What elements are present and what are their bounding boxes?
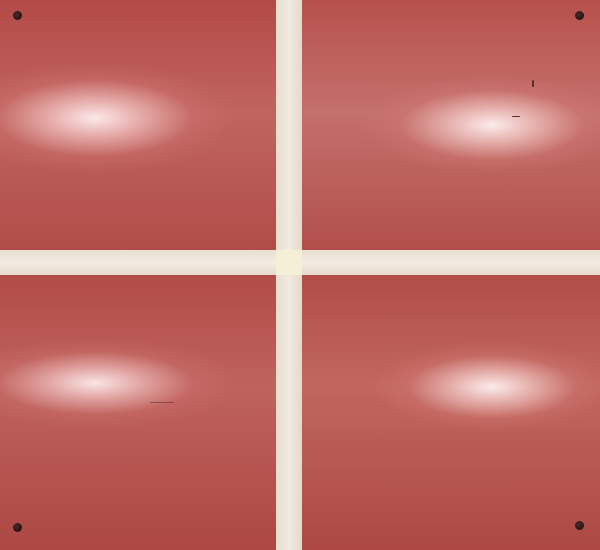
glare-highlight	[0, 0, 276, 250]
glare-highlight	[302, 0, 600, 250]
surface-scratch	[512, 116, 520, 117]
panel-quadrant-bottom-right	[302, 275, 600, 550]
cross-center	[276, 250, 302, 275]
glare-highlight	[302, 275, 600, 550]
glare-highlight	[0, 275, 276, 550]
rivet-bottom-right	[575, 521, 584, 530]
surface-scratch	[150, 402, 174, 403]
rivet-bottom-left	[13, 523, 22, 532]
rivet-top-left	[13, 11, 22, 20]
panel-quadrant-top-right	[302, 0, 600, 250]
surface-scratch	[532, 80, 534, 87]
cross-vertical-bar	[276, 0, 302, 550]
panel-quadrant-top-left	[0, 0, 276, 250]
panel-quadrant-bottom-left	[0, 275, 276, 550]
rivet-top-right	[575, 11, 584, 20]
